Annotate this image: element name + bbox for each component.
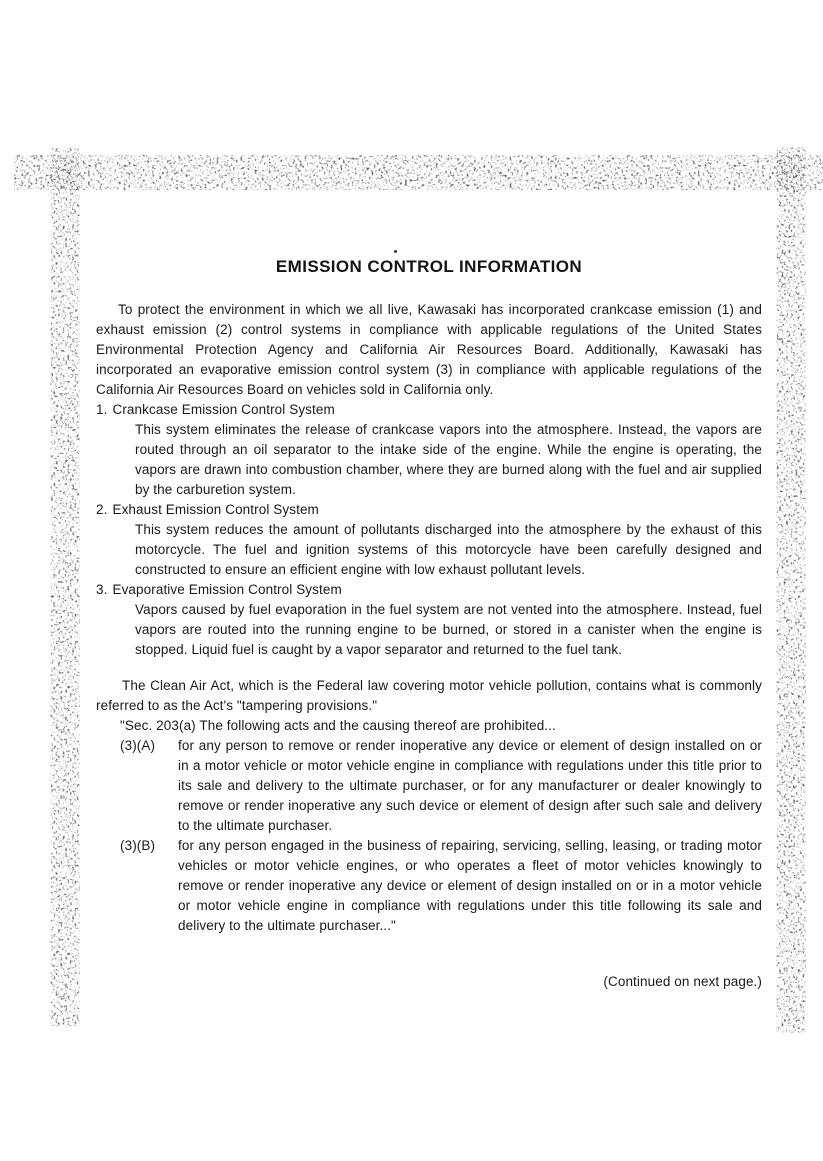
section-number: 3. (96, 582, 108, 597)
provision-body: for any person to remove or render inoperative any device or element of design installed on or in a motor vehicle or motor vehicle engine in compliance with regulations under this title prior to its sale and delivery to the ultimate purchaser, or for any manufacturer or dealer knowingly to remove or render inoperative any such device or element of design after such sale and delivery to the ultimate purchaser. (178, 738, 762, 833)
continued-on-next-page-note: (Continued on next page.) (603, 974, 762, 989)
section-heading-text: Exhaust Emission Control System (112, 502, 319, 517)
section-crankcase (96, 400, 762, 500)
scan-artifact-dot (394, 250, 397, 253)
intro-paragraph: To protect the environment in which we all live, Kawasaki has incorporated crankcase emission (1) and exhaust emission (2) control systems in compliance with applicable regulations of the United States Environmental Protection Agency and California Air Resources Board. Additionally, Kawasaki has incorporated an evaporative emission control system (3) in compliance with applicable regulations of the California Air Resources Board on vehicles sold in California only. (96, 302, 762, 397)
page-title: EMISSION CONTROL INFORMATION (275, 257, 583, 276)
section-heading (96, 580, 762, 600)
provision-3a (96, 736, 762, 836)
section-exhaust (96, 500, 762, 580)
section-evaporative (96, 580, 762, 660)
border-band-top (52, 157, 806, 188)
section-number: 1. (96, 402, 108, 417)
border-band-right (778, 188, 804, 992)
provision-label: (3)(B) (120, 838, 156, 853)
page-content (96, 257, 762, 992)
section-number: 2. (96, 502, 108, 517)
provision-body: for any person engaged in the business of repairing, servicing, selling, leasing, or trading motor vehicles or motor vehicle engines, or who operates a fleet of motor vehicles knowingly to remove or render inoperative any device or element of design installed on or in a motor vehicle or motor vehicle engine in compliance with regulations under this title following its sale and delivery to the ultimate purchaser..." (178, 838, 762, 933)
section-heading-text: Crankcase Emission Control System (112, 402, 335, 417)
section-body: This system reduces the amount of pollutants discharged into the atmosphere by the exhaust of this motorcycle. The fuel and ignition systems of this motorcycle have been carefully designed and constructed to ensure an efficient engine with low exhaust pollutant levels. (135, 522, 762, 577)
border-band-left (52, 188, 78, 986)
provision-label: (3)(A) (120, 738, 156, 753)
section-heading-text: Evaporative Emission Control System (112, 582, 342, 597)
section-heading (96, 400, 762, 420)
provision-3b (96, 836, 762, 936)
section-body: This system eliminates the release of crankcase vapors into the atmosphere. Instead, the vapors are routed through an oil separator to the intake side of the engine. While the engine is operating, the vapors are drawn into combustion chamber, where they are burned along with the fuel and air supplied by the carburetion system. (135, 422, 762, 497)
sec-203a-line: "Sec. 203(a) The following acts and the causing thereof are prohibited... (120, 718, 556, 733)
clean-air-act-paragraph: The Clean Air Act, which is the Federal law covering motor vehicle pollution, contains what is commonly referred to as the Act's "tampering provisions." (96, 678, 762, 713)
section-heading (96, 500, 762, 520)
section-body: Vapors caused by fuel evaporation in the fuel system are not vented into the atmosphere. Instead, fuel vapors are routed into the running engine to be burned, or stored in a canister when the engine is stopped. Liquid fuel is caught by a vapor separator and returned to the fuel tank. (135, 602, 762, 657)
